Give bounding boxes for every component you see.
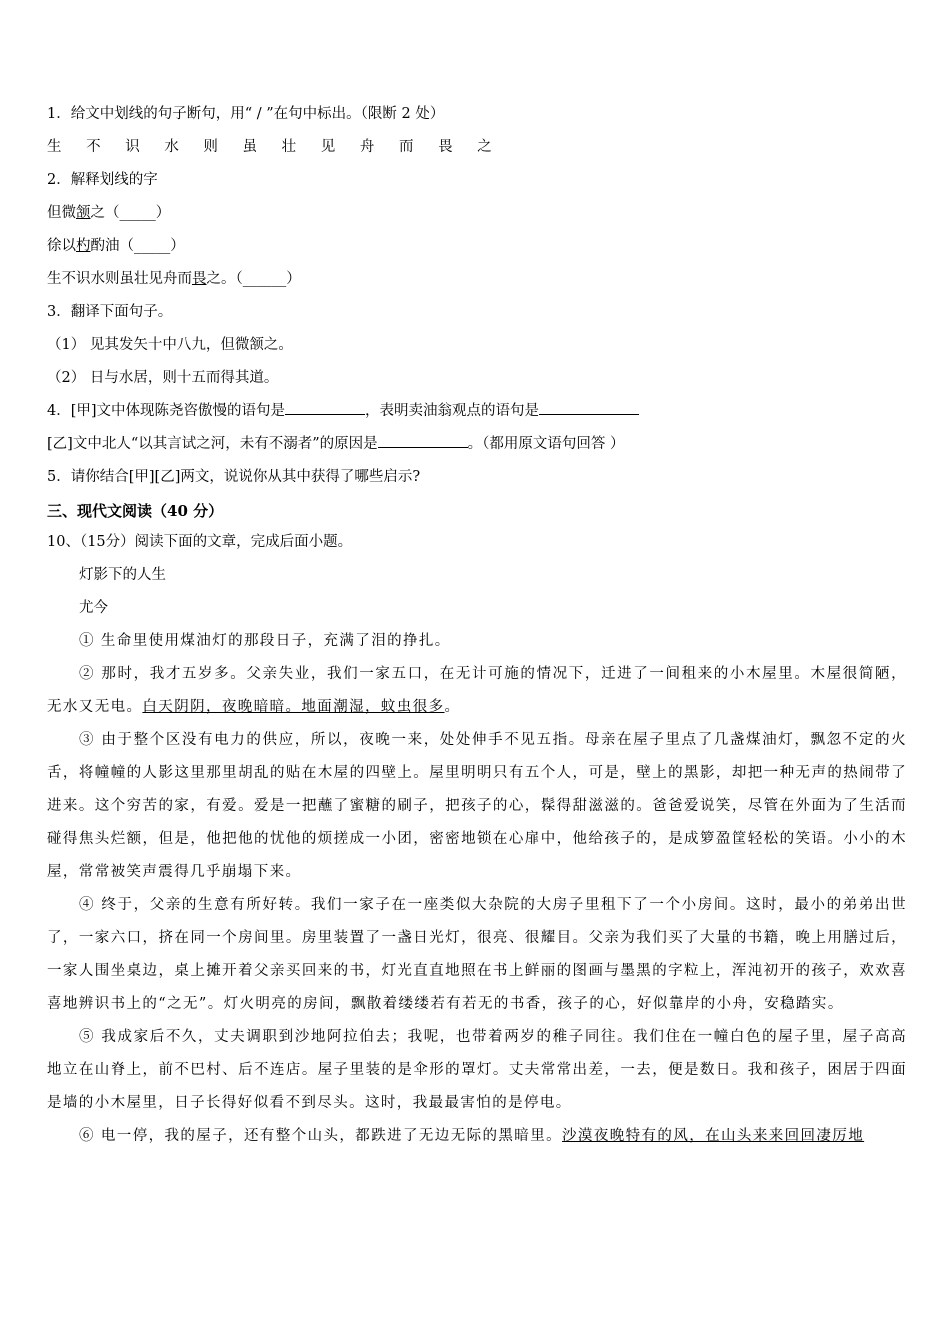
article-paragraph-3: ③ 由于整个区没有电力的供应，所以，夜晚一来，处处伸手不见五指。母亲在屋子里点了几盏煤油灯，飘忽不定的火舌，将幢幢的人影这里那里胡乱的贴在木屋的四壁上。屋里明明只有五个人，可是，壁上的黑影，却把一种无声的热闹带了进来。这个穷苦的家，有爱。爱是一把蘸了蜜糖的刷子，把孩子的心，髹得甜滋滋的。爸爸爱说笑，尽管在外面为了生活而碰得焦头烂额，但是，他把他的忧他的烦搓成一小团，密密地锁在心扉中，他给孩子的，是成箩盈筐轻松的笑语。小小的木屋，常常被笑声震得几乎崩塌下来。 (47, 732, 907, 880)
question-3-item-1: （1） 见其发矢十中八九，但微颔之。 (47, 337, 293, 353)
article-paragraph-2: ② 那时，我才五岁多。父亲失业，我们一家五口，在无计可施的情况下，迁进了一间租来的小木屋里。木屋很简陋，无水又无电。白天阴阴，夜晚暗暗。地面潮湿，蚊虫很多。 (47, 666, 907, 715)
article-paragraph-6: ⑥ 电一停，我的屋子，还有整个山头，都跌进了无边无际的黑暗里。沙漠夜晚特有的风，在山头来来回回凄厉地 (79, 1128, 865, 1144)
answer-blank (378, 433, 468, 448)
question-2-item-b: 徐以杓酌油（_____） (47, 238, 185, 254)
answer-blank (539, 400, 639, 415)
question-4-line-b: [乙]文中北人“以其言试之河，未有不溺者”的原因是 。（都用原文语句回答 ） (47, 428, 907, 461)
question-5: 5．请你结合[甲][乙]两文，说说你从其中获得了哪些启示? (47, 469, 421, 485)
question-3-item-2: （2） 日与水居，则十五而得其道。 (47, 370, 279, 386)
question-3: 3．翻译下面句子。 (47, 304, 173, 320)
section-heading: 三、现代文阅读（40 分） (47, 502, 224, 520)
question-2: 2．解释划线的字 (47, 172, 158, 188)
question-1-sentence: 生 不 识 水 则 虽 壮 见 舟 而 畏 之 (47, 139, 502, 155)
question-2-item-c: 生不识水则虽壮见舟而畏之。（______） (47, 271, 301, 287)
article-author: 尤今 (79, 600, 108, 616)
document-page (47, 98, 907, 1153)
article-paragraph-4: ④ 终于，父亲的生意有所好转。我们一家子在一座类似大杂院的大房子里租下了一个小房间。这时，最小的弟弟出世了，一家六口，挤在同一个房间里。房里装置了一盏日光灯，很亮、很耀目。父亲为我们买了大量的书籍，晚上用膳过后，一家人围坐桌边，桌上摊开着父亲买回来的书，灯光直直地照在书上鲜丽的图画与墨黑的字粒上，浑沌初开的孩子，欢欢喜喜地辨识书上的“之无”。灯火明亮的房间，飘散着缕缕若有若无的书香，孩子的心，好似靠岸的小舟，安稳踏实。 (47, 897, 907, 1012)
article-title: 灯影下的人生 (79, 567, 166, 583)
article-paragraph-5: ⑤ 我成家后不久，丈夫调职到沙地阿拉伯去；我呢，也带着两岁的稚子同往。我们住在一幢白色的屋子里，屋子高高地立在山脊上，前不巴村、后不连店。屋子里装的是伞形的罩灯。丈夫常常出差，一去，便是数日。我和孩子，困居于四面是墙的小木屋里，日子长得好似看不到尽头。这时，我最最害怕的是停电。 (47, 1029, 907, 1111)
question-2-item-a: 但微颔之（_____） (47, 205, 171, 221)
question-1: 1．给文中划线的句子断句，用“ / ”在句中标出。（限断 2 处） (47, 106, 445, 122)
answer-blank (285, 400, 365, 415)
article-paragraph-1: ① 生命里使用煤油灯的那段日子，充满了泪的挣扎。 (79, 633, 451, 649)
question-4-line-a: 4．[甲]文中体现陈尧咨傲慢的语句是 ，表明卖油翁观点的语句是 (47, 395, 907, 428)
question-10: 10、（15分）阅读下面的文章，完成后面小题。 (47, 534, 353, 550)
